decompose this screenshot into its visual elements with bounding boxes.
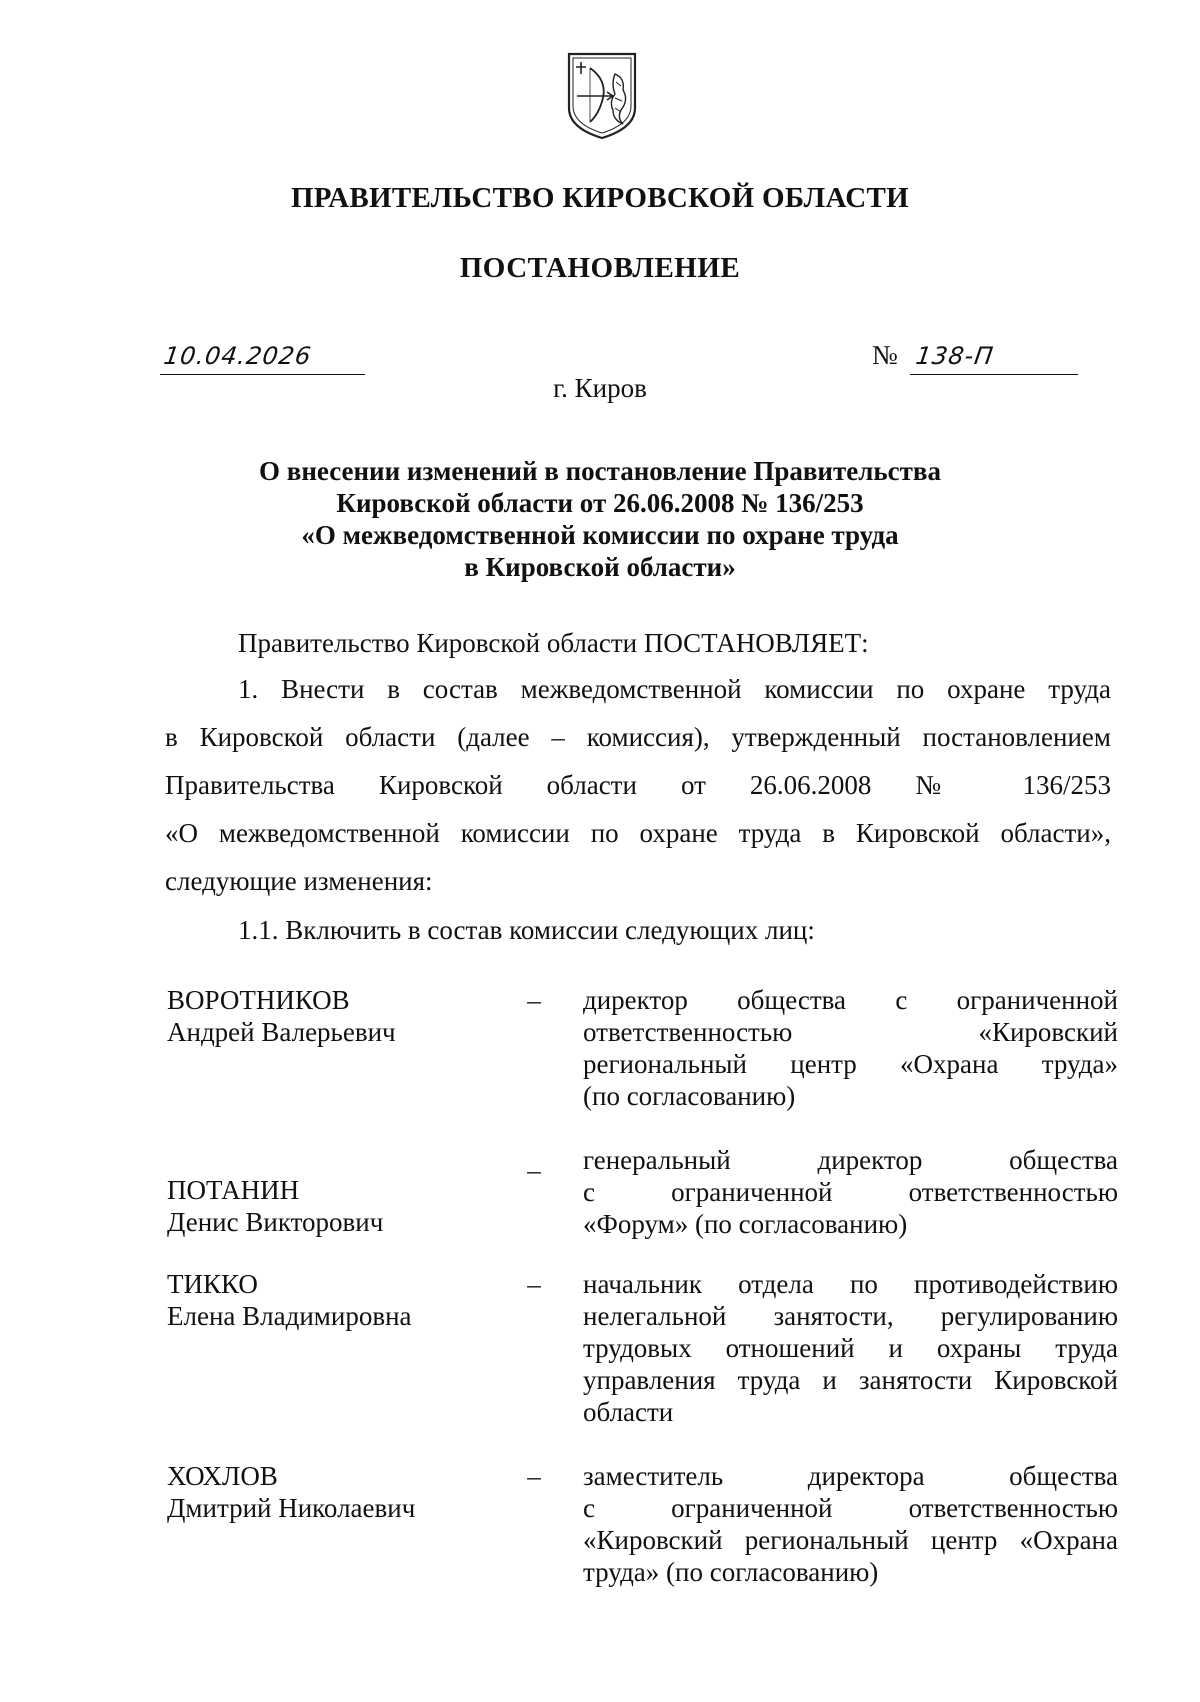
member-surname: ХОХЛОВ [167, 1461, 278, 1491]
position-line: «Форум» (по согласованию) [583, 1209, 908, 1239]
member-position [583, 1460, 1118, 1588]
position-line: области [583, 1397, 674, 1427]
city: г. Киров [553, 373, 647, 403]
member-surname: ВОРОТНИКОВ [167, 985, 350, 1015]
position-line: начальник отдела по противодействию [583, 1269, 1118, 1299]
position-line: ответственностью «Кировский [583, 1017, 1118, 1047]
member-given-name: Дмитрий Николаевич [167, 1493, 416, 1523]
member-position [583, 984, 1118, 1112]
subject-line: «О межведомственной комиссии по охране труда [301, 520, 899, 550]
position-line: нелегальной занятости, регулированию [583, 1301, 1118, 1331]
position-line: с ограниченной ответственностью [583, 1177, 1118, 1207]
subject-line: в Кировской области» [464, 552, 736, 582]
member-names [167, 1460, 487, 1524]
position-line: заместитель директора общества [583, 1461, 1118, 1491]
paragraph-1-line: в Кировской области (далее – комиссия), утвержденный постановлением [165, 722, 1111, 752]
document-number: 138-П [914, 342, 996, 370]
position-line: с ограниченной ответственностью [583, 1493, 1118, 1523]
member-surname: ПОТАНИН [167, 1175, 300, 1205]
position-line: труда» (по согласованию) [583, 1557, 879, 1587]
position-line: региональный центр «Охрана труда» [583, 1049, 1118, 1079]
member-names [167, 984, 487, 1048]
member-names [167, 1174, 487, 1238]
position-line: (по согласованию) [583, 1081, 796, 1111]
document-type: ПОСТАНОВЛЕНИЕ [459, 252, 741, 284]
paragraph-1-line: Правительства Кировской области от 26.06.2008 № 136/253 [165, 770, 1111, 800]
member-position [583, 1268, 1118, 1428]
date-field [160, 340, 365, 375]
position-line: трудовых отношений и охраны труда [583, 1333, 1118, 1363]
subject-line: Кировской области от 26.06.2008 № 136/253 [336, 488, 864, 518]
position-line: генеральный директор общества [583, 1145, 1118, 1175]
number-field [910, 340, 1078, 375]
paragraph-1-line: следующие изменения: [165, 866, 433, 896]
subject-line: О внесении изменений в постановление Правительства [259, 456, 941, 486]
member-dash: – [527, 1155, 541, 1185]
paragraph-1-line: 1. Внести в состав межведомственной комиссии по охране труда [238, 674, 1111, 704]
member-given-name: Денис Викторович [167, 1207, 384, 1237]
member-given-name: Елена Владимировна [167, 1301, 412, 1331]
member-dash: – [527, 1461, 541, 1491]
position-line: управления труда и занятости Кировской [583, 1365, 1118, 1395]
government-title: ПРАВИТЕЛЬСТВО КИРОВСКОЙ ОБЛАСТИ [290, 182, 910, 214]
member-dash: – [527, 985, 541, 1015]
paragraph-1-1: 1.1. Включить в состав комиссии следующих лиц: [238, 915, 815, 945]
document-date: 10.04.2026 [162, 342, 314, 370]
member-names [167, 1268, 487, 1332]
number-sign: № [872, 340, 898, 370]
position-line: директор общества с ограниченной [583, 985, 1118, 1015]
member-given-name: Андрей Валерьевич [167, 1017, 396, 1047]
member-surname: ТИККО [167, 1269, 258, 1299]
member-position [583, 1144, 1118, 1240]
position-line: «Кировский региональный центр «Охрана [583, 1525, 1118, 1555]
kirov-coat-of-arms-icon [563, 48, 641, 142]
member-dash: – [527, 1269, 541, 1299]
preamble: Правительство Кировской области ПОСТАНОВЛЯЕТ: [238, 628, 869, 658]
document-subject [0, 455, 1200, 583]
paragraph-1-line: «О межведомственной комиссии по охране труда в Кировской области», [165, 818, 1111, 848]
